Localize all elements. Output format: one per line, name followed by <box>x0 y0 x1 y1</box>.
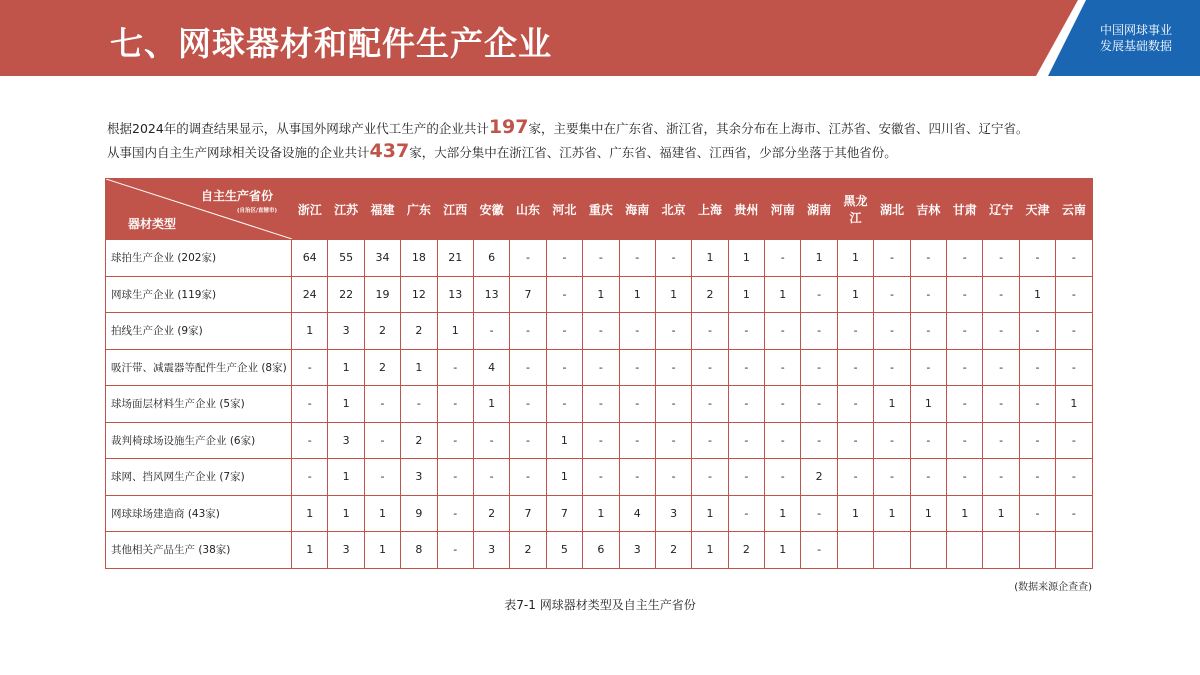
table-cell: - <box>874 349 910 386</box>
table-cell: - <box>801 495 837 532</box>
table-cell: 13 <box>473 276 509 313</box>
table-cell: - <box>583 422 619 459</box>
table-cell: 34 <box>364 240 400 277</box>
table-cell: 1 <box>692 240 728 277</box>
table-cell: 1 <box>983 495 1019 532</box>
equipment-province-table <box>105 178 1093 569</box>
table-cell: 1 <box>874 386 910 423</box>
table-cell: - <box>619 459 655 496</box>
table-header-row <box>106 179 1093 240</box>
table-cell: 1 <box>292 532 328 569</box>
table-cell: - <box>947 422 983 459</box>
table-cell: - <box>765 313 801 350</box>
table-cell: - <box>765 459 801 496</box>
table-cell: 9 <box>401 495 437 532</box>
table-row <box>106 349 1093 386</box>
province-header: 广东 <box>401 179 437 240</box>
table-row <box>106 313 1093 350</box>
table-cell: 55 <box>328 240 364 277</box>
table-cell: - <box>619 240 655 277</box>
table-cell: - <box>437 459 473 496</box>
table-cell: 3 <box>655 495 691 532</box>
table-cell: - <box>801 349 837 386</box>
province-header: 福建 <box>364 179 400 240</box>
table-cell: - <box>619 349 655 386</box>
table-cell: - <box>655 459 691 496</box>
table-cell: - <box>655 240 691 277</box>
row-label: 球拍生产企业 (202家) <box>106 240 292 277</box>
province-header: 辽宁 <box>983 179 1019 240</box>
table-cell: 1 <box>1019 276 1055 313</box>
table-cell: - <box>765 349 801 386</box>
row-label: 网球球场建造商 (43家) <box>106 495 292 532</box>
table-cell: - <box>437 349 473 386</box>
table-cell: 1 <box>801 240 837 277</box>
table-cell: 24 <box>292 276 328 313</box>
table-cell: 2 <box>401 422 437 459</box>
table-cell: 1 <box>765 495 801 532</box>
table-cell <box>910 532 946 569</box>
table-cell: - <box>947 313 983 350</box>
province-header: 北京 <box>655 179 691 240</box>
table-cell: 2 <box>364 349 400 386</box>
table-cell: - <box>947 386 983 423</box>
table-cell: - <box>874 240 910 277</box>
table-cell: - <box>947 276 983 313</box>
table-cell: - <box>947 349 983 386</box>
table-cell: 4 <box>619 495 655 532</box>
table-cell: - <box>910 313 946 350</box>
table-cell: - <box>910 459 946 496</box>
intro-p2-text-a: 从事国内自主生产网球相关设备设施的企业共计 <box>107 145 370 160</box>
table-cell: - <box>583 313 619 350</box>
table-cell: - <box>473 313 509 350</box>
table-cell: 18 <box>401 240 437 277</box>
intro-p2-number: 437 <box>369 140 410 162</box>
corner-column-label: 自主生产省份 <box>200 189 273 203</box>
province-header: 江西 <box>437 179 473 240</box>
table-cell: 1 <box>765 532 801 569</box>
table-cell: 1 <box>765 276 801 313</box>
table-cell: 2 <box>801 459 837 496</box>
table-cell: - <box>1019 459 1055 496</box>
row-label: 其他相关产品生产 (38家) <box>106 532 292 569</box>
table-cell <box>947 532 983 569</box>
table-cell: - <box>1056 313 1092 350</box>
table-cell: - <box>728 495 764 532</box>
table-cell <box>874 532 910 569</box>
row-label: 吸汗带、减震器等配件生产企业 (8家) <box>106 349 292 386</box>
table-cell: 1 <box>728 240 764 277</box>
table-cell: - <box>910 276 946 313</box>
table-cell <box>1019 532 1055 569</box>
table-cell: 2 <box>655 532 691 569</box>
table-cell: - <box>510 349 546 386</box>
table-cell: - <box>910 240 946 277</box>
table-cell: 1 <box>1056 386 1092 423</box>
table-cell: - <box>546 386 582 423</box>
table-row <box>106 276 1093 313</box>
table-cell: 5 <box>546 532 582 569</box>
table-cell: - <box>910 422 946 459</box>
table-cell: - <box>801 422 837 459</box>
table-cell: - <box>837 459 873 496</box>
data-source-note: (数据来源企查查) <box>1014 582 1092 593</box>
page-title: 七、网球器材和配件生产企业 <box>110 24 552 63</box>
table-cell: - <box>947 240 983 277</box>
table-cell: 1 <box>292 313 328 350</box>
table-cell: - <box>1019 386 1055 423</box>
table-cell: 2 <box>364 313 400 350</box>
table-cell: 1 <box>473 386 509 423</box>
table-cell: - <box>655 422 691 459</box>
table-cell: - <box>765 386 801 423</box>
table-cell: - <box>546 349 582 386</box>
table-cell: - <box>655 313 691 350</box>
table-cell: - <box>401 386 437 423</box>
table-cell: 4 <box>473 349 509 386</box>
table-cell: - <box>437 422 473 459</box>
table-cell: - <box>1056 276 1092 313</box>
table-cell: - <box>728 459 764 496</box>
province-header: 海南 <box>619 179 655 240</box>
table-cell: 3 <box>619 532 655 569</box>
table-cell: 1 <box>546 459 582 496</box>
table-cell: - <box>437 532 473 569</box>
table-cell: - <box>692 349 728 386</box>
table-cell: - <box>437 495 473 532</box>
province-header: 贵州 <box>728 179 764 240</box>
row-label: 球网、挡风网生产企业 (7家) <box>106 459 292 496</box>
province-header: 重庆 <box>583 179 619 240</box>
table-cell: - <box>510 459 546 496</box>
table-body <box>106 240 1093 569</box>
table-cell: - <box>292 349 328 386</box>
table-cell: 8 <box>401 532 437 569</box>
table-cell: - <box>983 386 1019 423</box>
table-cell: - <box>837 313 873 350</box>
table-cell <box>837 532 873 569</box>
table-cell: 1 <box>837 276 873 313</box>
intro-paragraph-2 <box>107 140 1107 164</box>
table-cell: - <box>583 386 619 423</box>
table-cell: - <box>837 349 873 386</box>
table-cell: - <box>692 459 728 496</box>
table-cell: - <box>692 422 728 459</box>
table-cell: - <box>473 459 509 496</box>
table-row <box>106 240 1093 277</box>
table-cell: 3 <box>328 532 364 569</box>
table-cell: 1 <box>328 495 364 532</box>
table-cell: 7 <box>546 495 582 532</box>
table-cell: 2 <box>728 532 764 569</box>
intro-p1-number: 197 <box>488 116 529 138</box>
table-cell: 2 <box>401 313 437 350</box>
table-row <box>106 532 1093 569</box>
province-header: 河南 <box>765 179 801 240</box>
row-label: 裁判椅球场设施生产企业 (6家) <box>106 422 292 459</box>
table-cell: - <box>583 349 619 386</box>
table-cell: - <box>692 313 728 350</box>
table-cell: - <box>619 422 655 459</box>
table-cell: 22 <box>328 276 364 313</box>
table-cell: 1 <box>910 495 946 532</box>
row-label: 网球生产企业 (119家) <box>106 276 292 313</box>
table-cell: - <box>655 386 691 423</box>
table-cell: 1 <box>583 495 619 532</box>
badge-text <box>1100 22 1172 54</box>
table-cell: - <box>546 313 582 350</box>
table-cell: 2 <box>510 532 546 569</box>
table-cell: - <box>1056 495 1092 532</box>
table-cell: - <box>983 349 1019 386</box>
table-cell: 1 <box>619 276 655 313</box>
table-cell: 64 <box>292 240 328 277</box>
table-cell: - <box>692 386 728 423</box>
table-cell: - <box>765 240 801 277</box>
table-cell: - <box>874 313 910 350</box>
table-cell: - <box>1019 349 1055 386</box>
table-cell: - <box>1056 422 1092 459</box>
table-cell: - <box>801 276 837 313</box>
table-cell: - <box>765 422 801 459</box>
table-cell: - <box>728 313 764 350</box>
table-cell: - <box>619 386 655 423</box>
province-header: 天津 <box>1019 179 1055 240</box>
table-cell: 1 <box>364 495 400 532</box>
table-cell: 1 <box>728 276 764 313</box>
table-cell: - <box>947 459 983 496</box>
table-cell: - <box>546 276 582 313</box>
table-cell: - <box>983 422 1019 459</box>
table-cell: - <box>1056 349 1092 386</box>
table-cell: 3 <box>473 532 509 569</box>
table-cell: - <box>983 240 1019 277</box>
province-header: 安徽 <box>473 179 509 240</box>
province-header: 河北 <box>546 179 582 240</box>
intro-text <box>107 116 1107 164</box>
intro-paragraph-1 <box>107 116 1107 140</box>
table-cell: - <box>292 459 328 496</box>
table-cell: - <box>874 422 910 459</box>
table-cell: 1 <box>874 495 910 532</box>
table-cell: - <box>801 386 837 423</box>
table-cell: 12 <box>401 276 437 313</box>
table-cell: 1 <box>583 276 619 313</box>
table-cell: 7 <box>510 495 546 532</box>
table-cell: - <box>1056 459 1092 496</box>
table-cell: 1 <box>364 532 400 569</box>
table-cell: - <box>1019 422 1055 459</box>
table-cell: 7 <box>510 276 546 313</box>
table-cell: - <box>583 240 619 277</box>
table-cell: - <box>1019 240 1055 277</box>
table-cell: - <box>292 422 328 459</box>
table-cell: - <box>983 276 1019 313</box>
intro-p1-text-b: 家，主要集中在广东省、浙江省，其余分布在上海市、江苏省、安徽省、四川省、辽宁省。 <box>528 121 1029 136</box>
table-cell: - <box>1019 495 1055 532</box>
table-cell: 1 <box>437 313 473 350</box>
table-cell: 1 <box>655 276 691 313</box>
table-cell: - <box>1019 313 1055 350</box>
province-header: 上海 <box>692 179 728 240</box>
table-cell: - <box>874 276 910 313</box>
table-row <box>106 422 1093 459</box>
table-cell: - <box>728 349 764 386</box>
province-header: 湖南 <box>801 179 837 240</box>
table-cell: - <box>837 422 873 459</box>
table-caption: 表7-1 网球器材类型及自主生产省份 <box>504 598 696 612</box>
table-cell: - <box>655 349 691 386</box>
corner-column-sublabel: (自治区/直辖市) <box>236 208 277 214</box>
table-cell: - <box>437 386 473 423</box>
table-cell <box>983 532 1019 569</box>
province-header: 云南 <box>1056 179 1092 240</box>
table-cell: - <box>510 240 546 277</box>
badge-line-2: 发展基础数据 <box>1099 39 1172 53</box>
table-cell: 3 <box>328 313 364 350</box>
table-cell: - <box>364 459 400 496</box>
table-cell: 21 <box>437 240 473 277</box>
table-cell: - <box>510 386 546 423</box>
table-cell: - <box>1056 240 1092 277</box>
province-header: 黑龙江 <box>837 179 873 240</box>
table-cell: 1 <box>692 495 728 532</box>
table-cell: - <box>583 459 619 496</box>
table-cell: 2 <box>473 495 509 532</box>
table-row <box>106 495 1093 532</box>
table-cell: - <box>364 422 400 459</box>
province-header: 吉林 <box>910 179 946 240</box>
table-cell: - <box>983 313 1019 350</box>
table-cell: - <box>510 313 546 350</box>
province-header: 湖北 <box>874 179 910 240</box>
table-cell <box>1056 532 1092 569</box>
table-cell: 1 <box>292 495 328 532</box>
table-cell: - <box>364 386 400 423</box>
table-row <box>106 459 1093 496</box>
table-cell: 13 <box>437 276 473 313</box>
table-cell: - <box>983 459 1019 496</box>
table-cell: 3 <box>401 459 437 496</box>
table-cell: - <box>292 386 328 423</box>
badge-line-1: 中国网球事业 <box>1099 23 1172 37</box>
table-cell: - <box>837 386 873 423</box>
table-cell: 1 <box>546 422 582 459</box>
table-cell: - <box>910 349 946 386</box>
row-label: 球场面层材料生产企业 (5家) <box>106 386 292 423</box>
table-cell: 1 <box>837 240 873 277</box>
table-cell: - <box>801 313 837 350</box>
table-cell: 1 <box>401 349 437 386</box>
corner-row-label: 器材类型 <box>128 217 177 231</box>
table-corner-cell <box>106 179 292 240</box>
province-header: 浙江 <box>292 179 328 240</box>
intro-p2-text-b: 家，大部分集中在浙江省、江苏省、广东省、福建省、江西省，少部分坐落于其他省份。 <box>409 145 897 160</box>
table-cell: 6 <box>583 532 619 569</box>
table-cell: 1 <box>692 532 728 569</box>
table-cell: - <box>546 240 582 277</box>
table-cell: - <box>728 422 764 459</box>
table-cell: - <box>473 422 509 459</box>
table-cell: - <box>619 313 655 350</box>
province-header: 甘肃 <box>947 179 983 240</box>
table-cell: - <box>728 386 764 423</box>
table-cell: 1 <box>328 459 364 496</box>
table-cell: 1 <box>328 386 364 423</box>
table-cell: 6 <box>473 240 509 277</box>
table-cell: 2 <box>692 276 728 313</box>
province-header: 江苏 <box>328 179 364 240</box>
table-cell: - <box>510 422 546 459</box>
table-row <box>106 386 1093 423</box>
table-cell: 3 <box>328 422 364 459</box>
table-cell: 1 <box>328 349 364 386</box>
table-cell: 19 <box>364 276 400 313</box>
row-label: 拍线生产企业 (9家) <box>106 313 292 350</box>
table-cell: - <box>801 532 837 569</box>
table-cell: 1 <box>837 495 873 532</box>
table-cell: - <box>874 459 910 496</box>
table-cell: 1 <box>947 495 983 532</box>
table-cell: 1 <box>910 386 946 423</box>
intro-p1-text-a: 根据2024年的调查结果显示，从事国外网球产业代工生产的企业共计 <box>107 121 489 136</box>
province-header: 山东 <box>510 179 546 240</box>
